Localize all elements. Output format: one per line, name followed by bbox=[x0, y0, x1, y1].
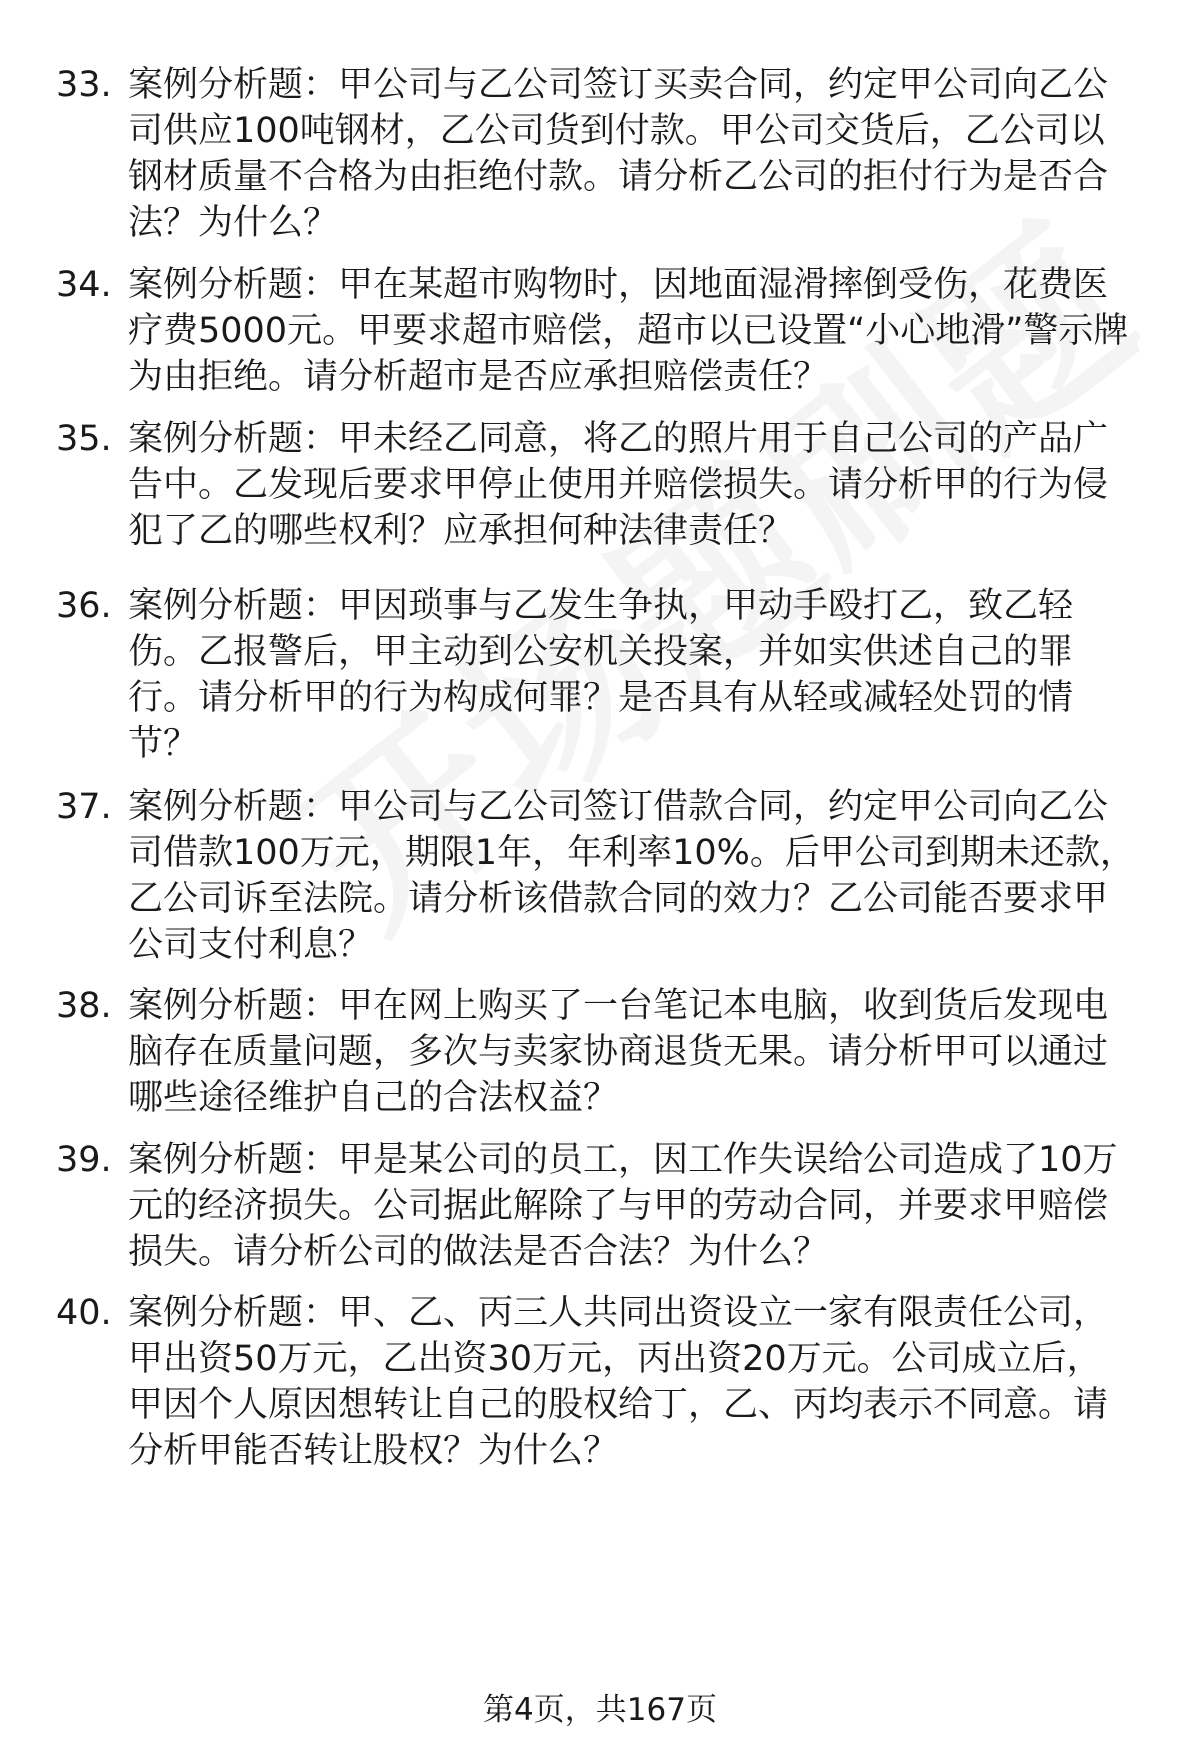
question-text: 案例分析题：甲公司与乙公司签订借款合同，约定甲公司向乙公司借款100万元，期限1年，年利率10%。后甲公司到期未还款，乙公司诉至法院。请分析该借款合同的效力？乙公司能否要求甲公司支付利息？ bbox=[128, 787, 1135, 965]
question-item bbox=[56, 1137, 1156, 1275]
question-text: 案例分析题：甲因琐事与乙发生争执，甲动手殴打乙，致乙轻伤。乙报警后，甲主动到公安机关投案，并如实供述自己的罪行。请分析甲的行为构成何罪？是否具有从轻或减轻处罚的情节？ bbox=[128, 586, 1074, 764]
question-number: 40. bbox=[56, 1293, 112, 1333]
question-text: 案例分析题：甲在某超市购物时，因地面湿滑摔倒受伤，花费医疗费5000元。甲要求超市赔偿，超市以已设置“小心地滑”警示牌为由拒绝。请分析超市是否应承担赔偿责任？ bbox=[128, 265, 1129, 397]
question-item bbox=[56, 1290, 1156, 1474]
question-number: 38. bbox=[56, 986, 112, 1026]
question-item bbox=[56, 416, 1156, 554]
page-indicator: 第4页，共167页 bbox=[483, 1692, 717, 1728]
question-text: 案例分析题：甲是某公司的员工，因工作失误给公司造成了10万元的经济损失。公司据此解除了与甲的劳动合同，并要求甲赔偿损失。请分析公司的做法是否合法？为什么？ bbox=[128, 1140, 1118, 1272]
question-item bbox=[56, 262, 1156, 400]
question-text: 案例分析题：甲未经乙同意，将乙的照片用于自己公司的产品广告中。乙发现后要求甲停止使用并赔偿损失。请分析甲的行为侵犯了乙的哪些权利？应承担何种法律责任？ bbox=[128, 419, 1109, 551]
question-number: 36. bbox=[56, 586, 112, 626]
question-item bbox=[56, 784, 1156, 968]
question-item bbox=[56, 62, 1156, 246]
question-text: 案例分析题：甲公司与乙公司签订买卖合同，约定甲公司向乙公司供应100吨钢材，乙公司货到付款。甲公司交货后，乙公司以钢材质量不合格为由拒绝付款。请分析乙公司的拒付行为是否合法？为什么？ bbox=[128, 65, 1109, 243]
question-text: 案例分析题：甲、乙、丙三人共同出资设立一家有限责任公司，甲出资50万元，乙出资30万元，丙出资20万元。公司成立后，甲因个人原因想转让自己的股权给丁，乙、丙均表示不同意。请分析甲能否转让股权？为什么？ bbox=[128, 1293, 1109, 1471]
question-item bbox=[56, 583, 1156, 767]
question-text: 案例分析题：甲在网上购买了一台笔记本电脑，收到货后发现电脑存在质量问题，多次与卖家协商退货无果。请分析甲可以通过哪些途径维护自己的合法权益？ bbox=[128, 986, 1109, 1118]
question-number: 34. bbox=[56, 265, 112, 305]
question-item bbox=[56, 983, 1156, 1121]
question-number: 35. bbox=[56, 419, 112, 459]
question-number: 37. bbox=[56, 787, 112, 827]
question-number: 39. bbox=[56, 1140, 112, 1180]
question-number: 33. bbox=[56, 65, 112, 105]
